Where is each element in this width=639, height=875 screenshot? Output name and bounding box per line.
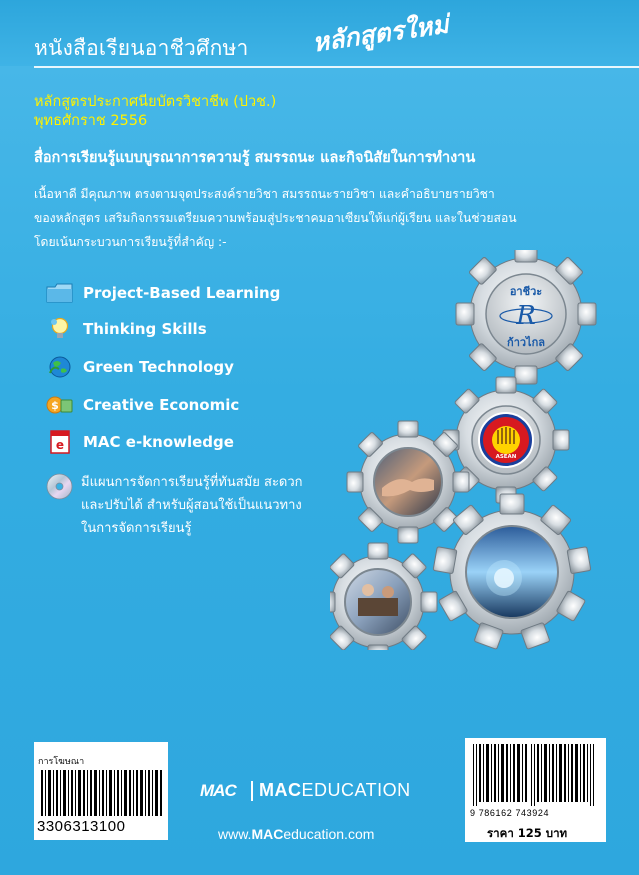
feature-label: Creative Economic [83, 396, 240, 414]
feature-item-thinking-skills [46, 317, 207, 341]
feature-item-green-technology [46, 355, 234, 379]
logo-letter: R [516, 301, 536, 331]
lightbulb-icon [46, 318, 73, 340]
mac-logo: MAC [200, 781, 236, 800]
curriculum-name: หลักสูตรประกาศนียบัตรวิชาชีพ (ปวช.) [34, 94, 277, 110]
brand-name [259, 780, 411, 801]
feature-label: Thinking Skills [83, 320, 207, 338]
gear-office [330, 543, 437, 650]
brand-name-rest: EDUCATION [301, 780, 411, 800]
folder-icon [46, 282, 73, 304]
gear-logo [456, 250, 596, 384]
money-icon [46, 394, 73, 416]
plan-line: และปรับได้ สำหรับผู้สอนใช้เป็นแนวทาง [81, 498, 302, 513]
advert-barcode [41, 770, 163, 816]
header-underline [34, 66, 639, 68]
description [34, 182, 624, 254]
cd-icon [46, 473, 73, 500]
isbn-barcode [473, 744, 599, 806]
brand-name-bold: MAC [259, 780, 302, 800]
gear-welding [433, 494, 591, 649]
asean-text: ASEAN [495, 454, 517, 460]
series-title: หนังสือเรียนอาชีวศึกษา [34, 36, 249, 60]
curriculum-year: พุทธศักราช 2556 [34, 113, 148, 129]
logo-bottom-text: ก้าวไกล [507, 336, 545, 349]
lesson-plan-note [46, 471, 303, 540]
advert-number: 3306313100 [37, 818, 126, 835]
advert-label: การโฆษณา [38, 757, 85, 767]
website-prefix: www. [218, 826, 252, 842]
svg-text:$: $ [51, 399, 59, 412]
description-line: โดยเน้นกระบวนการเรียนรู้ที่สำคัญ :- [34, 235, 227, 249]
new-curriculum-badge: หลักสูตรใหม่ [310, 9, 451, 58]
feature-item-mac-eknowledge [46, 430, 234, 454]
price-label: ราคา 125 บาท [487, 826, 568, 840]
description-line: ของหลักสูตร เสริมกิจกรรมเตรียมความพร้อมสู่ประชาคมอาเซียนให้แก่ผู้เรียน และในช่วยสอน [34, 211, 517, 225]
feature-label: Project-Based Learning [83, 284, 281, 302]
feature-item-project-based [46, 281, 280, 305]
gears-illustration [330, 250, 639, 650]
logo-top-text: อาชีวะ [509, 285, 543, 298]
feature-item-creative-economic [46, 393, 239, 417]
feature-label: Green Technology [83, 358, 234, 376]
isbn-number: 9 786162 743924 [470, 808, 550, 818]
feature-label: MAC e-knowledge [83, 433, 234, 451]
ebook-icon [46, 431, 73, 453]
gear-handshake [347, 421, 469, 543]
svg-text:e: e [55, 438, 64, 452]
brand-divider [251, 781, 253, 801]
description-line: เนื้อหาดี มีคุณภาพ ตรงตามจุดประสงค์รายวิชา สมรรถนะรายวิชา และคำอธิบายรายวิชา [34, 187, 495, 201]
plan-line: ในการจัดการเรียนรู้ [81, 521, 192, 536]
tagline: สื่อการเรียนรู้แบบบูรณาการความรู้ สมรรถนะ และกิจนิสัยในการทำงาน [34, 150, 476, 166]
globe-icon [46, 356, 73, 378]
website-bold: MAC [251, 826, 284, 842]
plan-line: มีแผนการจัดการเรียนรู้ที่ทันสมัย สะดวก [81, 475, 303, 490]
website-url [218, 826, 374, 842]
website-rest: education.com [283, 826, 375, 842]
